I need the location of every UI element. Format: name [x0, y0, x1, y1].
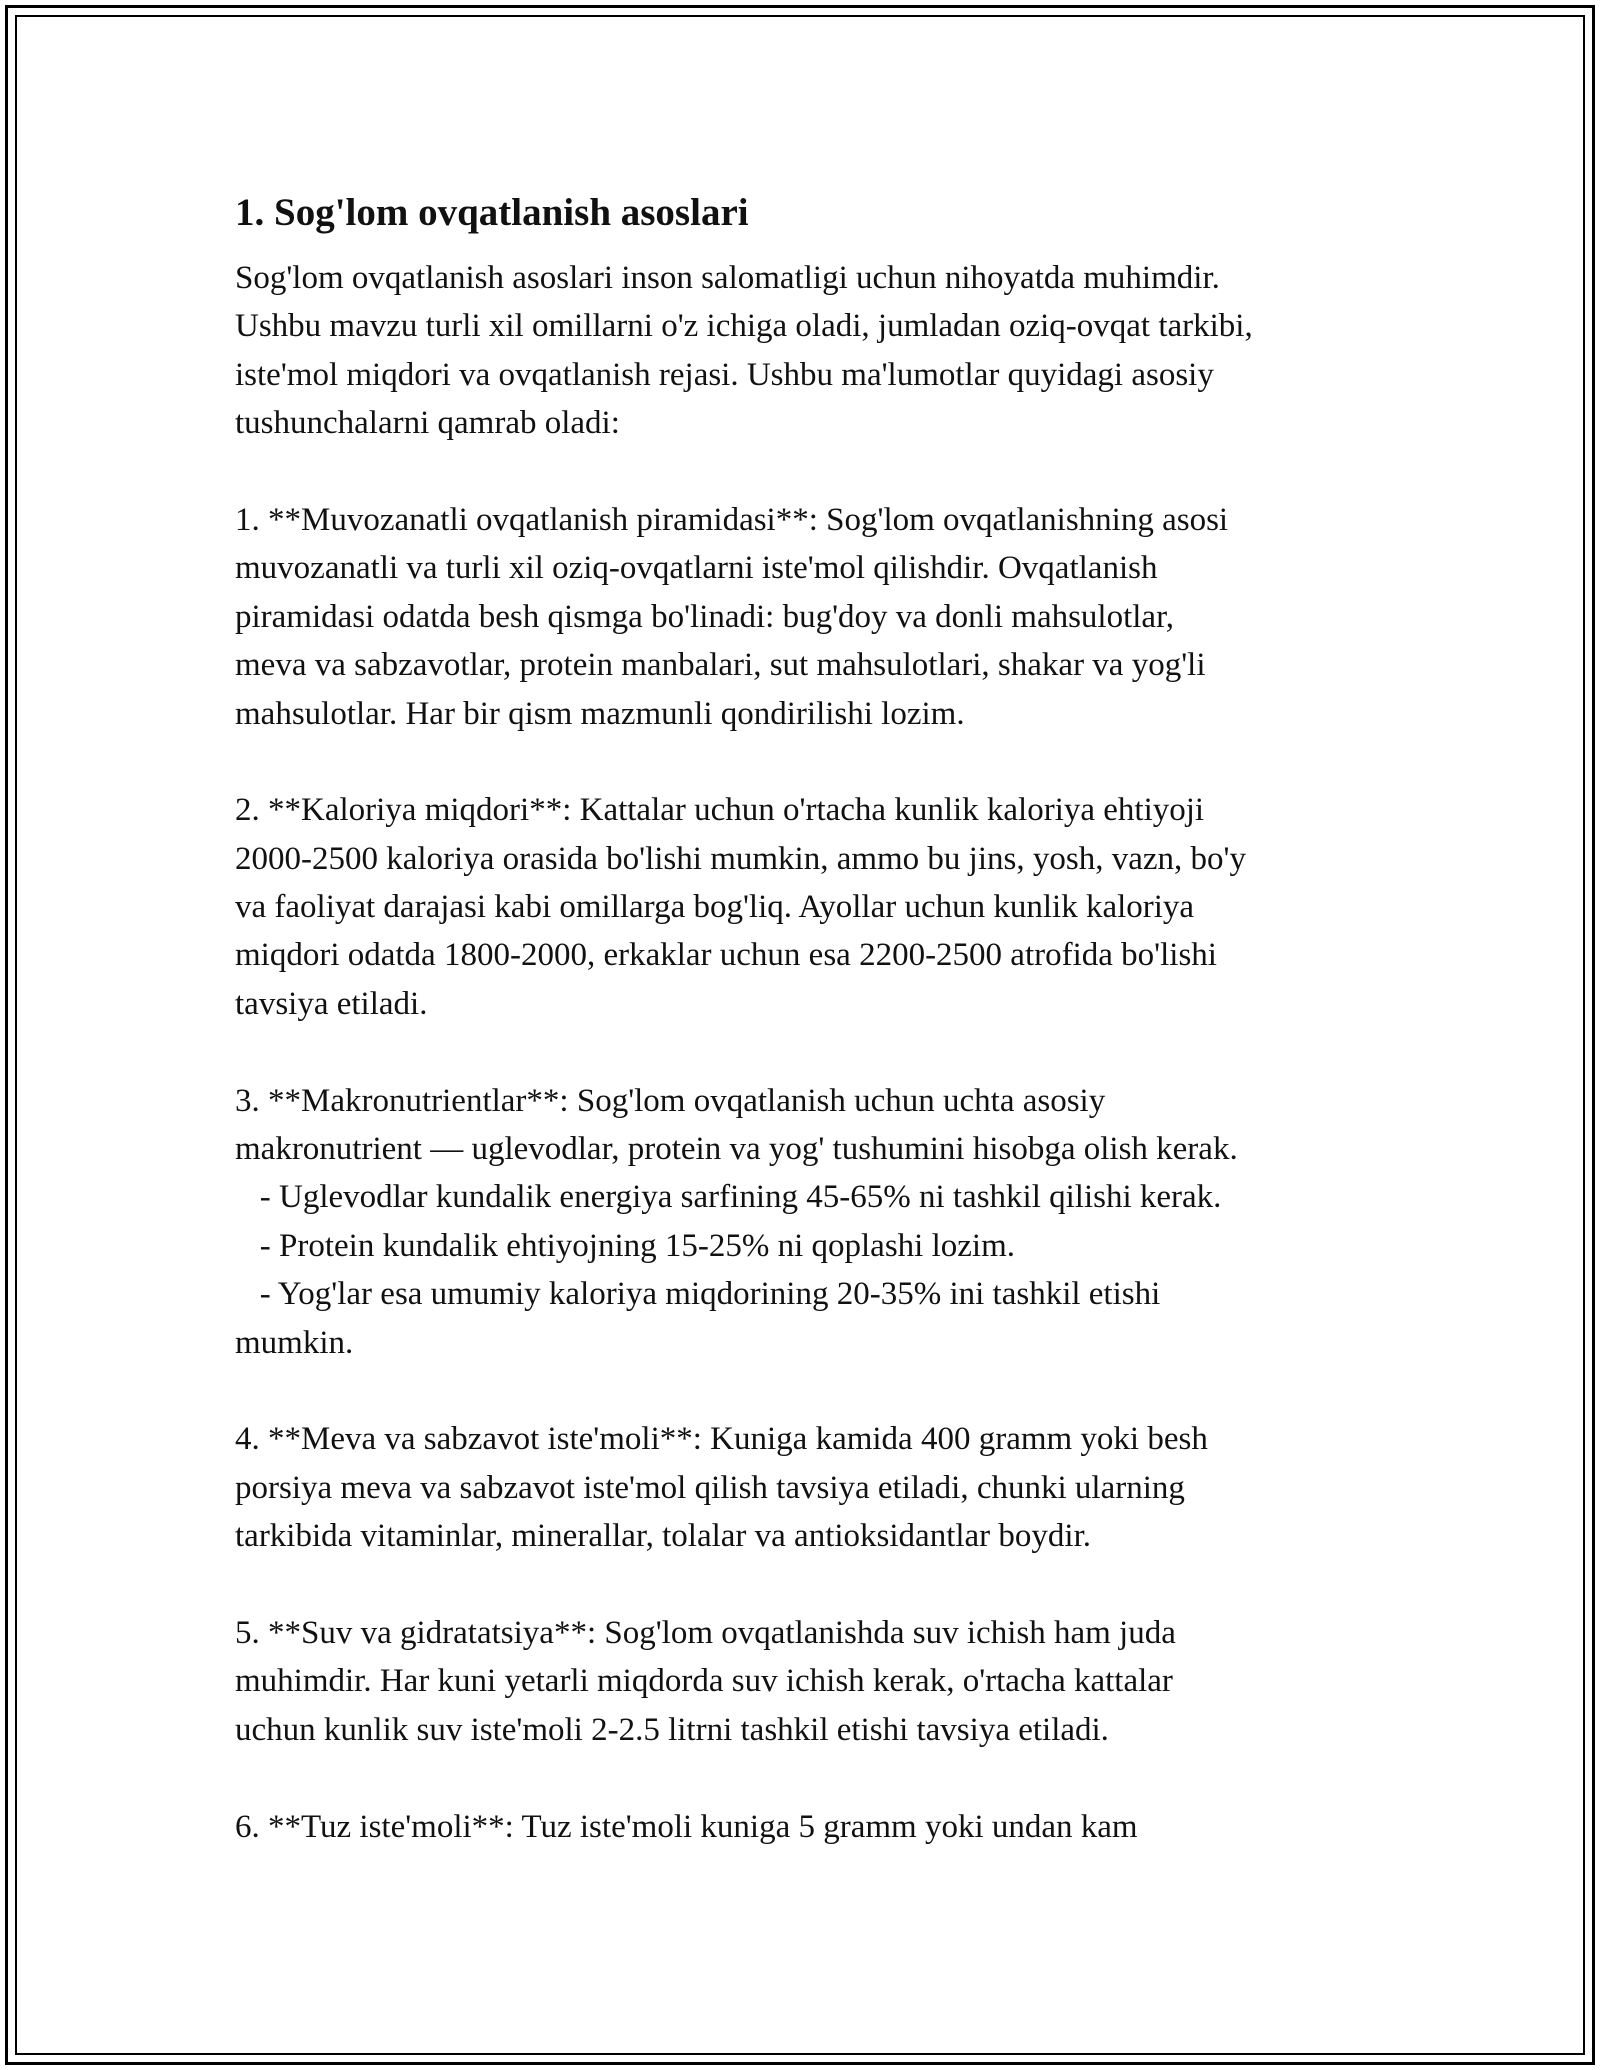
item-line: mahsulotlar. Har bir qism mazmunli qondirilishi lozim. [235, 695, 965, 732]
intro-line: tushunchalarni qamrab oladi: [235, 405, 620, 442]
item-line: 5. **Suv va gidratatsiya**: Sog'lom ovqatlanishda suv ichish ham juda [235, 1614, 1176, 1651]
sub-item-line: - Uglevodlar kundalik energiya sarfining 45-65% ni tashkil qilishi kerak. [235, 1179, 1222, 1216]
sub-item-line: - Protein kundalik ehtiyojning 15-25% ni qoplashi lozim. [235, 1227, 1015, 1264]
item-line: tarkibida vitaminlar, minerallar, tolalar va antioksidantlar boydir. [235, 1518, 1092, 1555]
item-line: 4. **Meva va sabzavot iste'moli**: Kuniga kamida 400 gramm yoki besh [235, 1421, 1208, 1458]
paragraph-gap [235, 1367, 1385, 1415]
item-line: 3. **Makronutrientlar**: Sog'lom ovqatlanish uchun uchta asosiy [235, 1082, 1106, 1119]
paragraph-gap [235, 1028, 1385, 1076]
item-line: makronutrient — uglevodlar, protein va yog' tushumini hisobga olish kerak. [235, 1131, 1238, 1168]
list-item-1 [235, 496, 1385, 738]
item-line: meva va sabzavotlar, protein manbalari, sut mahsulotlari, shakar va yog'li [235, 647, 1206, 684]
intro-line: Sog'lom ovqatlanish asoslari inson salomatligi uchun nihoyatda muhimdir. [235, 260, 1220, 296]
document-body [235, 188, 1385, 1851]
list-item-6 [235, 1803, 1385, 1851]
item-line: porsiya meva va sabzavot iste'mol qilish tavsiya etiladi, chunki ularning [235, 1469, 1185, 1506]
item-line: piramidasi odatda besh qismga bo'linadi: bug'doy va donli mahsulotlar, [235, 598, 1175, 635]
item-line: miqdori odatda 1800-2000, erkaklar uchun esa 2200-2500 atrofida bo'lishi [235, 937, 1217, 974]
item-line: uchun kunlik suv iste'moli 2-2.5 litrni tashkil etishi tavsiya etiladi. [235, 1711, 1109, 1748]
item-line: 2000-2500 kaloriya orasida bo'lishi mumkin, ammo bu jins, yosh, vazn, bo'y [235, 840, 1246, 877]
paragraph-gap [235, 448, 1385, 496]
list-item-3 [235, 1077, 1385, 1367]
item-line: 6. **Tuz iste'moli**: Tuz iste'moli kuniga 5 gramm yoki undan kam [235, 1808, 1138, 1845]
list-item-2 [235, 786, 1385, 1028]
list-item-5 [235, 1609, 1385, 1754]
section-heading: 1. Sog'lom ovqatlanish asoslari [235, 191, 749, 234]
list-item-4 [235, 1415, 1385, 1560]
intro-line: Ushbu mavzu turli xil omillarni o'z ichiga oladi, jumladan oziq-ovqat tarkibi, [235, 308, 1253, 345]
intro-paragraph [235, 254, 1385, 448]
item-line: muhimdir. Har kuni yetarli miqdorda suv ichish kerak, o'rtacha kattalar [235, 1663, 1173, 1700]
intro-line: iste'mol miqdori va ovqatlanish rejasi. Ushbu ma'lumotlar quyidagi asosiy [235, 356, 1214, 393]
paragraph-gap [235, 1754, 1385, 1802]
paragraph-gap [235, 738, 1385, 786]
item-line: va faoliyat darajasi kabi omillarga bog'liq. Ayollar uchun kunlik kaloriya [235, 889, 1195, 926]
item-line: 1. **Muvozanatli ovqatlanish piramidasi**: Sog'lom ovqatlanishning asosi [235, 501, 1229, 538]
paragraph-gap [235, 1561, 1385, 1609]
item-line: 2. **Kaloriya miqdori**: Kattalar uchun o'rtacha kunlik kaloriya ehtiyoji [235, 792, 1205, 829]
sub-item-line: - Yog'lar esa umumiy kaloriya miqdorining 20-35% ini tashkil etishi [235, 1276, 1161, 1313]
item-line: mumkin. [235, 1324, 354, 1361]
item-line: tavsiya etiladi. [235, 985, 428, 1022]
item-line: muvozanatli va turli xil oziq-ovqatlarni iste'mol qilishdir. Ovqatlanish [235, 550, 1158, 587]
